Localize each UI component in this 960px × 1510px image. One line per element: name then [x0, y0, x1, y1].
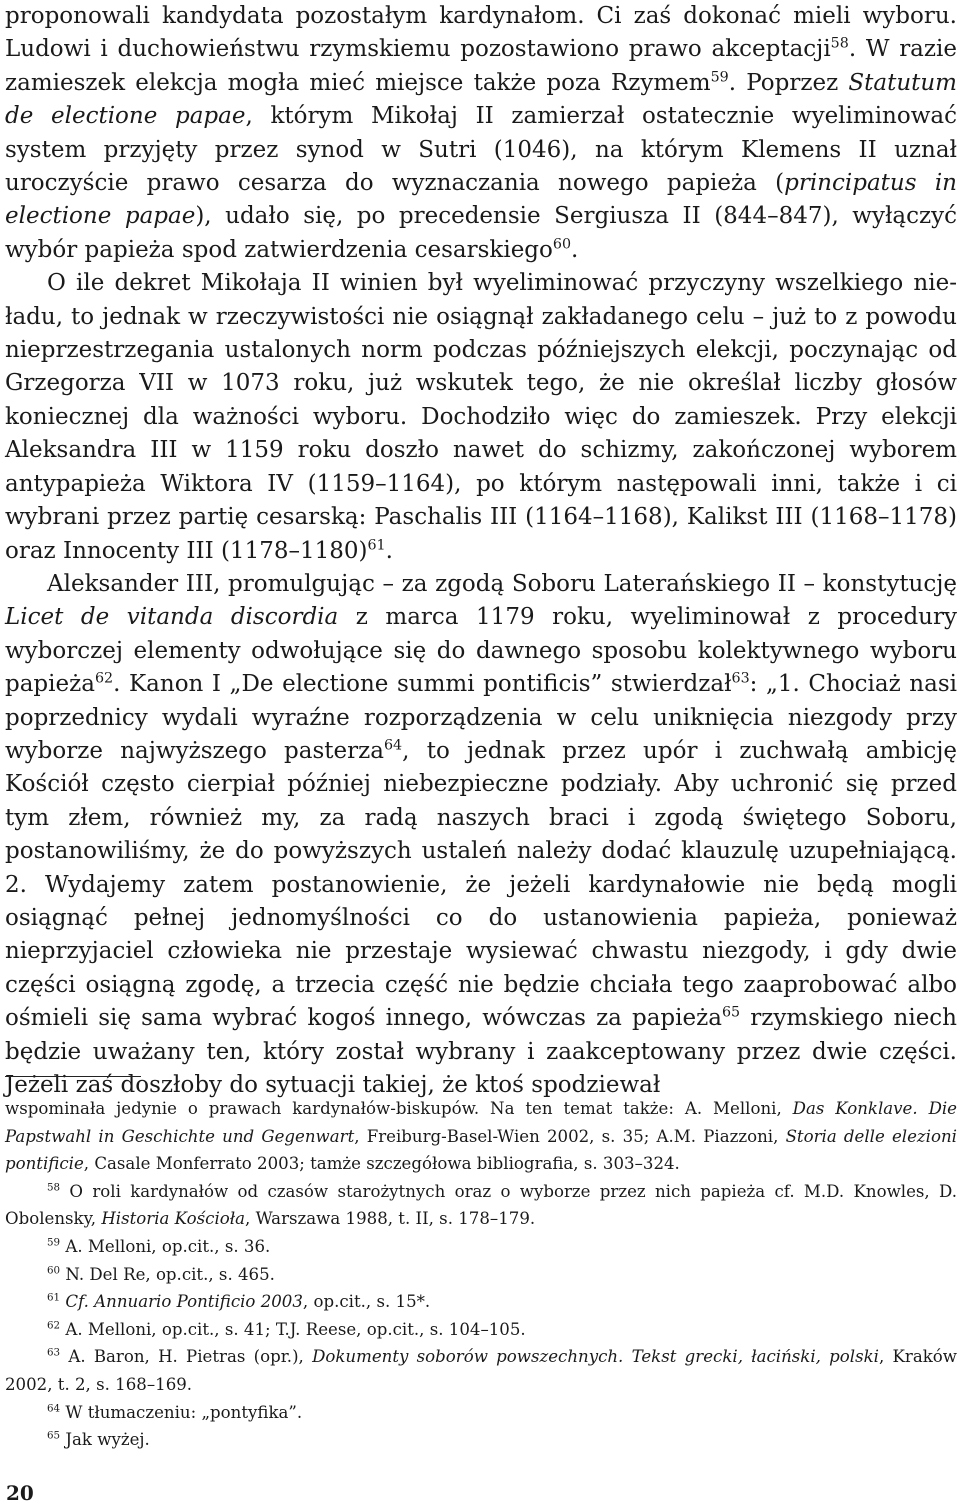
footnote-ref: 65	[47, 1429, 61, 1442]
text-run: . Kanon I „De electione summi pontificis” stwierdzał	[113, 671, 732, 698]
text-run: , op.cit., s. 15*.	[302, 1292, 431, 1312]
main-text	[5, 0, 957, 1102]
paragraph	[5, 0, 957, 267]
italic-text: Statutum de electione papae	[5, 69, 957, 130]
footnote-ref: 61	[47, 1291, 61, 1304]
text-run: , którym Mikołaj II zamierzał ostatecznie wyeliminować system przyjęty przez synod w Sutri (1046), na którym Klemens II uznał uroczyście prawo cesarza do wyznaczania nowego papieża (	[5, 103, 957, 197]
footnote-ref: 62	[47, 1319, 61, 1332]
footnote-ref: 59	[47, 1236, 61, 1249]
footnotes	[5, 1095, 957, 1454]
footnote	[5, 1316, 957, 1344]
footnote-separator	[5, 1076, 141, 1077]
footnote	[5, 1426, 957, 1454]
text-run: Aleksander III, promulgując – za zgodą Soboru Laterańskiego II – konstytucję	[47, 570, 957, 597]
text-run: A. Melloni, op.cit., s. 41; T.J. Reese, op.cit., s. 104–105.	[60, 1319, 526, 1339]
text-run: .	[571, 236, 579, 263]
footnote-ref: 63	[731, 670, 750, 687]
footnote-ref: 64	[47, 1402, 61, 1414]
italic-text: Licet de vitanda discordia	[5, 604, 339, 631]
text-run: .	[385, 537, 393, 564]
italic-text: principatus in electione papae	[5, 170, 957, 230]
text-run: proponowali kandydata pozostałym kardynałom. Ci zaś dokonać mieli wyboru. Ludowi i duchowieństwu rzymskiemu pozostawiono prawo akceptacji	[5, 3, 957, 63]
footnote	[5, 1233, 957, 1261]
text-run: ), udało się, po precedensie Sergiusza II (844–847), wyłączyć wybór papieża spod zatwierdzenia cesarskiego	[5, 203, 957, 263]
footnote	[5, 1288, 957, 1316]
text-run: z marca 1179 roku, wyeliminował z procedury wyborczej elementy odwołujące się do dawnego sposobu kolektywnego wyboru papieża	[5, 604, 957, 698]
italic-text: Dokumenty soborów powszechnych. Tekst grecki, łaciński, polski	[312, 1347, 879, 1367]
text-run: Jak wyżej.	[60, 1430, 150, 1450]
text-run: , to jednak przez upór i zuchwałą ambicję Kościół często cierpiał później niebezpieczne podziały. Aby uchronić się przed tym złem, również my, za radą naszych braci i zgodą świętego Soboru, postanowiliśmy, że do powyższych ustaleń należy dodać klauzulę uzupełniającą. 2. Wydajemy zatem postanowienie, że jeżeli kardynałowie nie będą mogli osiągnąć pełnej jednomyślności co do ustanowienia papieża, ponieważ nieprzyjaciel człowieka nie przestaje wysiewać chwastu niezgody, i gdy dwie części osiągną zgodę, a trzecia część nie będzie chciała tego zaaprobować albo ośmieli się sama wybrać kogoś innego, wówczas za papieża	[5, 737, 957, 1032]
text-run: N. Del Re, op.cit., s. 465.	[60, 1264, 275, 1284]
paragraph	[5, 267, 957, 568]
footnote	[5, 1343, 957, 1398]
footnote-ref: 61	[367, 536, 386, 553]
footnote	[5, 1399, 957, 1427]
text-run: O ile dekret Mikołaja II winien był wyeliminować przyczyny wszelkiego nieładu, to jednak w rzeczywistości nie osiągnął zakładanego celu – już to z powodu nieprzestrzegania ustalonych norm podczas późniejszych elekcji, poczynając od Grzegorza VII w 1073 roku, już wskutek tego, że nie określał liczby głosów koniecznej dla ważności wyboru. Dochodziło więc do zamieszek. Przy elekcji Aleksandra III w 1159 roku doszło nawet do schizmy, zakończonej wyborem antypapieża Wiktora IV (1159–1164), po którym następowali inni, także i ci wybrani przez partię cesarską: Paschalis III (1164–1168), Kalikst III (1168–1178) oraz Innocenty III (1178–1180)	[5, 270, 957, 564]
footnote	[5, 1095, 957, 1178]
text-run: : „1. Chociaż nasi poprzednicy wydali wyraźne rozporządzenia w celu uniknięcia niezgody przy wyborze najwyższego pasterza	[5, 671, 957, 764]
italic-text: Das Konklave. Die Papstwahl in Geschichte und Gegenwart	[5, 1099, 958, 1146]
footnote-ref: 62	[94, 670, 114, 687]
text-run: . W razie zamieszek elekcja mogła mieć miejsce także poza Rzymem	[5, 36, 957, 96]
text-run: , Freiburg-Basel-Wien 2002, s. 35; A.M. Piazzoni,	[354, 1126, 786, 1146]
text-run: O roli kardynałów od czasów starożytnych oraz o wyborze przez nich papieża cf. M.D. Knowles, D. Obolensky,	[5, 1181, 957, 1229]
text-run: A. Baron, H. Pietras (opr.),	[60, 1347, 313, 1367]
footnote	[5, 1261, 957, 1289]
page-number: 20	[6, 1481, 34, 1505]
footnote-ref: 64	[383, 737, 403, 754]
footnote	[5, 1178, 957, 1233]
text-run: A. Melloni, op.cit., s. 36.	[60, 1236, 271, 1256]
paragraph	[5, 568, 957, 1103]
footnote-ref: 58	[47, 1181, 61, 1194]
text-run: W tłumaczeniu: „pontyfika”.	[60, 1402, 303, 1422]
text-run: wspominała jedynie o prawach kardynałów-biskupów. Na ten temat także: A. Melloni,	[5, 1099, 793, 1118]
text-run: . Poprzez	[728, 69, 849, 96]
italic-text: Historia Kościoła	[101, 1209, 246, 1229]
text-run: , Casale Monferrato 2003; tamże szczegółowa bibliografia, s. 303–324.	[83, 1154, 680, 1174]
text-run: , Warszawa 1988, t. II, s. 178–179.	[245, 1209, 536, 1229]
italic-text: Cf. Annuario Pontificio 2003	[65, 1292, 303, 1312]
footnote-ref: 63	[47, 1346, 61, 1359]
footnote-ref: 60	[47, 1264, 61, 1277]
italic-text: Storia delle elezioni pontificie	[5, 1126, 957, 1174]
footnote-ref: 65	[721, 1004, 741, 1021]
footnote-ref: 59	[710, 69, 729, 86]
text-run: rzymskiego niech będzie uważany ten, który został wybrany i zaakceptowany przez dwie części. Jeżeli zaś doszłoby do sytuacji takiej, że ktoś spodziewał	[5, 1005, 957, 1098]
footnote-ref: 58	[830, 35, 849, 52]
text-run: , Kraków 2002, t. 2, s. 168–169.	[5, 1347, 957, 1394]
footnote-ref: 60	[552, 236, 572, 253]
